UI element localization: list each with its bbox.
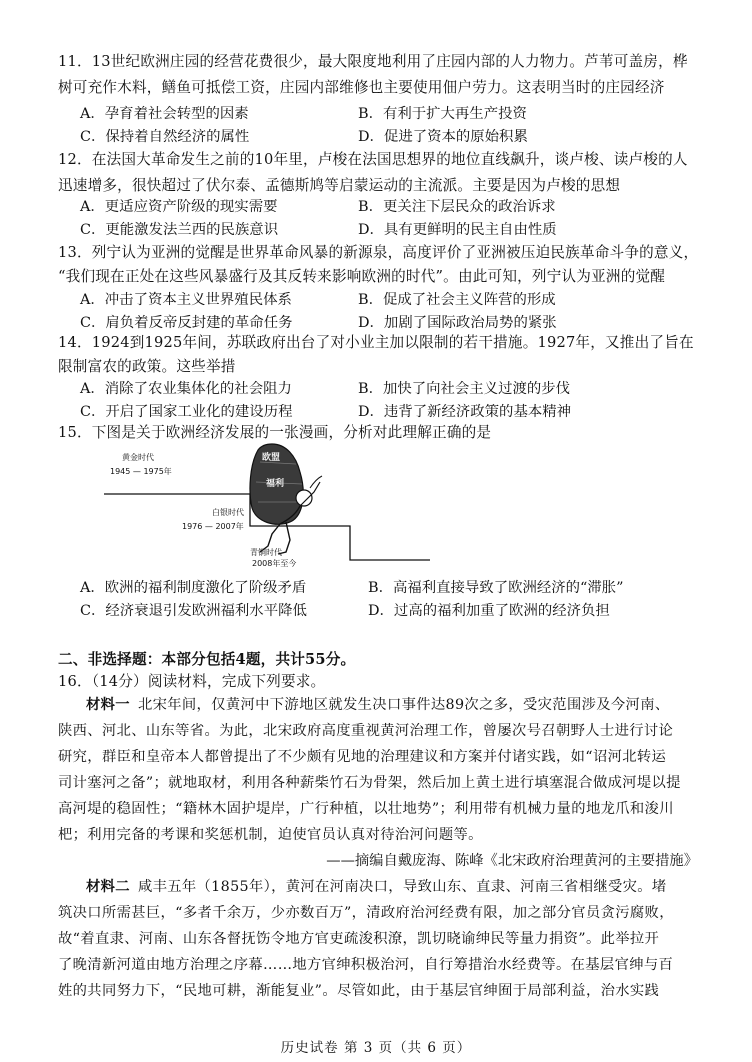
q12-option-d: D．具有更鲜明的民主自由性质 (358, 222, 557, 238)
q13-option-a: A．冲击了资本主义世界殖民体系 (80, 292, 292, 308)
q12-option-a: A．更适应资产阶级的现实需要 (80, 199, 278, 215)
material2-line4: 了晚清新河道由地方治理之序幕……地方官绅积极治河，自行筹措治水经费等。在基层官绅与百 (58, 957, 674, 973)
q13-option-d: D．加剧了国际政治局势的紧张 (358, 315, 557, 331)
q12-option-b: B．更关注下层民众的政治诉求 (358, 199, 556, 215)
cartoon-bag-label1: 欧盟 (262, 453, 281, 463)
q14-option-a: A．消除了农业集体化的社会阻力 (80, 381, 292, 397)
material2-line2: 筑决口所需甚巨，“多者千余万，少亦数百万”，清政府治河经费有限，加之部分官员贪污腐败， (58, 905, 674, 921)
cartoon-step3-years: 2008年至今 (252, 559, 297, 568)
cartoon-step2-label: 白银时代 (212, 508, 244, 517)
q13-stem-line2: “我们现在正处在这些风暴盛行及其反转来影响欧洲的时代”。由此可知，列宁认为亚洲的觉醒 (58, 268, 666, 285)
q12-option-c: C．更能激发法兰西的民族意识 (80, 222, 279, 238)
q11-option-b: B．有利于扩大再生产投资 (358, 106, 527, 122)
cartoon-bag-label2: 福利 (266, 479, 285, 489)
material1-line2: 陕西、河北、山东等省。为此，北宋政府高度重视黄河治理工作，曾屡次号召朝野人士进行讨论 (58, 723, 674, 739)
q14-option-b: B．加快了向社会主义过渡的步伐 (358, 381, 571, 397)
q15-option-b: B．高福利直接导致了欧洲经济的“滞胀” (368, 580, 624, 596)
material2-line5: 姓的共同努力下，“民地可耕，渐能复业”。尽管如此，由于基层官绅囿于局部利益，治水实践 (58, 983, 660, 999)
q14-stem-line1: 14．1924到1925年间，苏联政府出台了对小业主加以限制的若干措施。1927年，又推出了旨在 (58, 334, 694, 351)
cartoon-step1-label: 黄金时代 (122, 453, 154, 462)
q11-option-c: C．保持着自然经济的属性 (80, 129, 250, 145)
material2-text1: 咸丰五年（1855年），黄河在河南决口，导致山东、直隶、河南三省相继受灾。堵 (137, 879, 667, 895)
q13-option-b: B．促成了社会主义阵营的形成 (358, 292, 556, 308)
cartoon-figure (100, 442, 430, 570)
material2-line1 (58, 876, 667, 896)
q16-intro: 16．（14分）阅读材料，完成下列要求。 (58, 673, 326, 690)
material2-label: 材料二 (86, 879, 130, 895)
q11-option-d: D．促进了资本的原始积累 (358, 129, 528, 145)
q12-stem-line1: 12．在法国大革命发生之前的10年里，卢梭在法国思想界的地位直线飙升，谈卢梭、读卢梭的人 (58, 151, 688, 168)
page-footer: 历史试卷 第 3 页（共 6 页） (280, 1040, 472, 1056)
cartoon-step1-years: 1945 — 1975年 (110, 467, 172, 476)
q11-option-a: A．孕育着社会转型的因素 (80, 106, 249, 122)
material2-line3: 故“着直隶、河南、山东各督抚饬令地方官吏疏浚积潦，凯切晓谕绅民等量力捐资”。此举拉开 (58, 931, 660, 947)
section2-heading: 二、非选择题：本部分包括4题，共计55分。 (58, 651, 356, 668)
q11-stem-line2: 树可充作木料，鳝鱼可抵偿工资，庄园内部维修也主要使用佃户劳力。这表明当时的庄园经济 (58, 79, 665, 96)
q14-stem-line2: 限制富农的政策。这些举措 (58, 358, 236, 375)
q11-stem-line1: 11．13世纪欧洲庄园的经营花费很少，最大限度地利用了庄园内部的人力物力。芦苇可盖房，桦 (58, 53, 688, 70)
q15-option-d: D．过高的福利加重了欧洲的经济负担 (368, 603, 610, 619)
q15-option-a: A．欧洲的福利制度激化了阶级矛盾 (80, 580, 307, 596)
q14-option-c: C．开启了国家工业化的建设历程 (80, 404, 293, 420)
q15-stem: 15．下图是关于欧洲经济发展的一张漫画，分析对此理解正确的是 (58, 424, 492, 441)
q13-stem-line1: 13．列宁认为亚洲的觉醒是世界革命风暴的新源泉，高度评价了亚洲被压迫民族革命斗争的意义， (58, 244, 699, 261)
q13-option-c: C．肩负着反帝反封建的革命任务 (80, 315, 293, 331)
material1-source: ——摘编自戴庞海、陈峰《北宋政府治理黄河的主要措施》 (326, 853, 698, 869)
material1-line3: 研究，群臣和皇帝本人都曾提出了不少颇有见地的治理建议和方案并付诸实践，如“诏河北转运 (58, 749, 667, 765)
material1-line1 (58, 694, 669, 714)
cartoon-step2-years: 1976 — 2007年 (182, 522, 244, 531)
cartoon-step3-label: 青铜时代 (250, 548, 282, 557)
q15-option-c: C．经济衰退引发欧洲福利水平降低 (80, 603, 307, 619)
material1-text1: 北宋年间，仅黄河中下游地区就发生决口事件达89次之多，受灾范围涉及今河南、 (137, 697, 670, 713)
material1-line4: 司计塞河之备”；就地取材，利用各种薪柴竹石为骨架，然后加上黄土进行填塞混合做成河堤以提 (58, 775, 681, 791)
welfare-cartoon (100, 442, 430, 570)
q12-stem-line2: 迅速增多，很快超过了伏尔泰、孟德斯鸠等启蒙运动的主流派。主要是因为卢梭的思想 (58, 177, 621, 194)
q14-option-d: D．违背了新经济政策的基本精神 (358, 404, 572, 420)
material1-line5: 高河堤的稳固性；“籍林木固护堤岸，广行种植，以壮地势”；利用带有机械力量的地龙爪和浚川 (58, 801, 674, 817)
material1-line6: 杷；利用完备的考课和奖惩机制，迫使官员认真对待治河问题等。 (58, 827, 483, 843)
material1-label: 材料一 (86, 697, 130, 713)
